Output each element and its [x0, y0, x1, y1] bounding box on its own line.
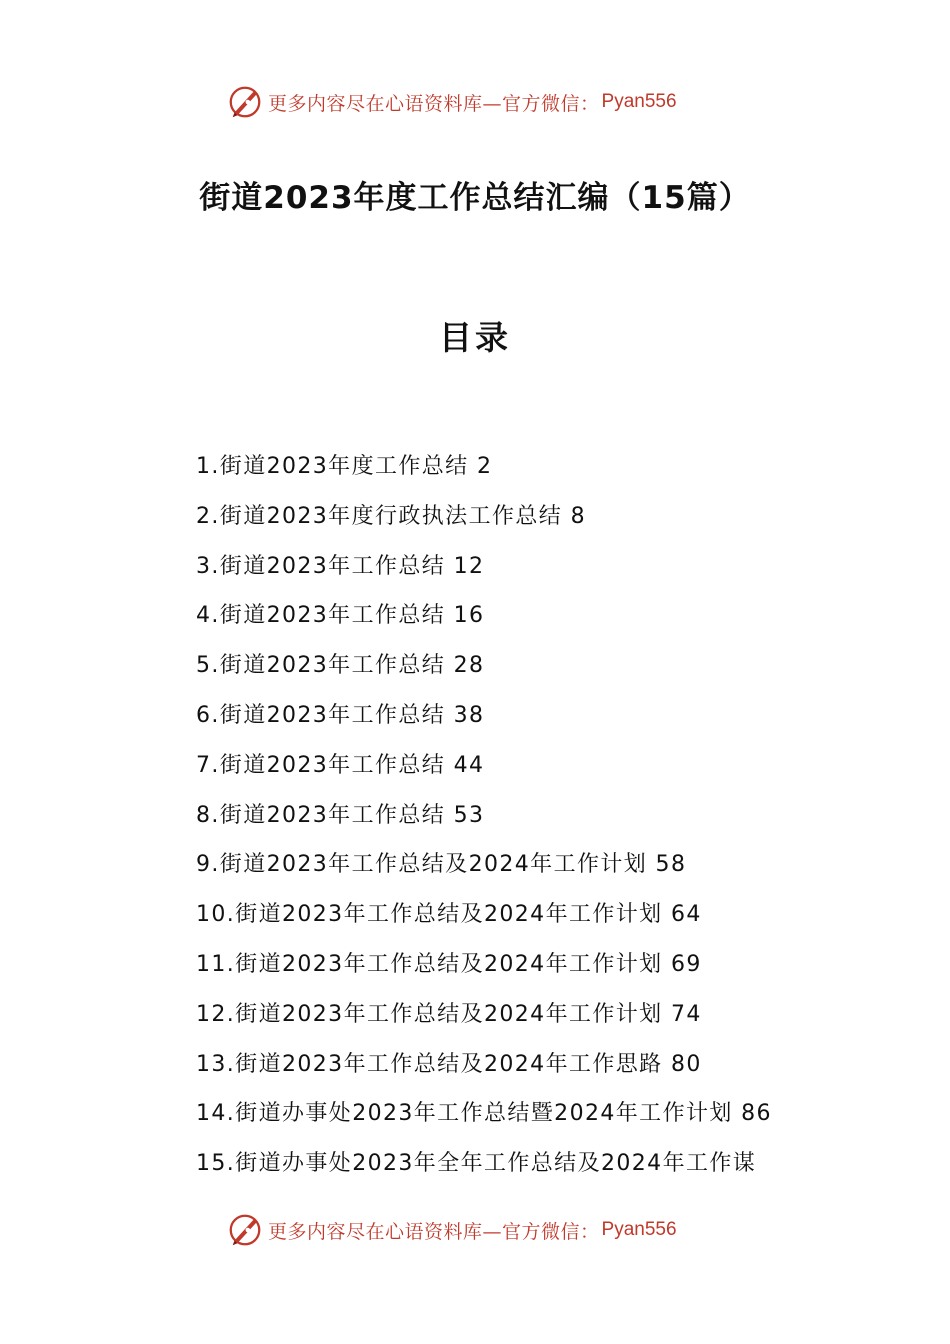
pen-logo-icon	[226, 83, 264, 121]
banner-text: 更多内容尽在心语资料库—官方微信：	[268, 1220, 600, 1243]
toc-entry[interactable]: 8.街道2023年工作总结 53	[196, 802, 485, 828]
toc-entry[interactable]: 6.街道2023年工作总结 38	[196, 702, 485, 728]
table-of-contents	[196, 446, 772, 1193]
toc-entry[interactable]: 5.街道2023年工作总结 28	[196, 653, 485, 679]
toc-entry[interactable]: 14.街道办事处2023年工作总结暨2024年工作计划 86	[196, 1101, 772, 1127]
toc-entry[interactable]: 3.街道2023年工作总结 12	[196, 553, 485, 579]
toc-entry[interactable]: 1.街道2023年度工作总结 2	[196, 454, 493, 479]
document-title: 街道2023年度工作总结汇编（15篇）	[199, 180, 751, 216]
toc-entry[interactable]: 4.街道2023年工作总结 16	[196, 603, 485, 629]
toc-entry[interactable]: 10.街道2023年工作总结及2024年工作计划 64	[196, 902, 702, 928]
toc-heading: 目录	[439, 318, 511, 357]
toc-entry[interactable]: 15.街道办事处2023年全年工作总结及2024年工作谋	[196, 1151, 757, 1177]
banner-text: 更多内容尽在心语资料库—官方微信：	[268, 92, 600, 115]
pen-logo-icon	[226, 1211, 264, 1249]
banner-wechat-id: Pyan556	[601, 91, 677, 112]
toc-entry[interactable]: 11.街道2023年工作总结及2024年工作计划 69	[196, 951, 702, 977]
banner-wechat-id: Pyan556	[601, 1219, 677, 1240]
toc-entry[interactable]: 13.街道2023年工作总结及2024年工作思路 80	[196, 1051, 702, 1077]
toc-entry[interactable]: 12.街道2023年工作总结及2024年工作计划 74	[196, 1001, 702, 1027]
footer-banner	[226, 1210, 677, 1250]
header-banner	[226, 82, 677, 122]
toc-entry[interactable]: 9.街道2023年工作总结及2024年工作计划 58	[196, 852, 687, 878]
toc-entry[interactable]: 2.街道2023年度行政执法工作总结 8	[196, 503, 586, 529]
toc-entry[interactable]: 7.街道2023年工作总结 44	[196, 752, 485, 778]
